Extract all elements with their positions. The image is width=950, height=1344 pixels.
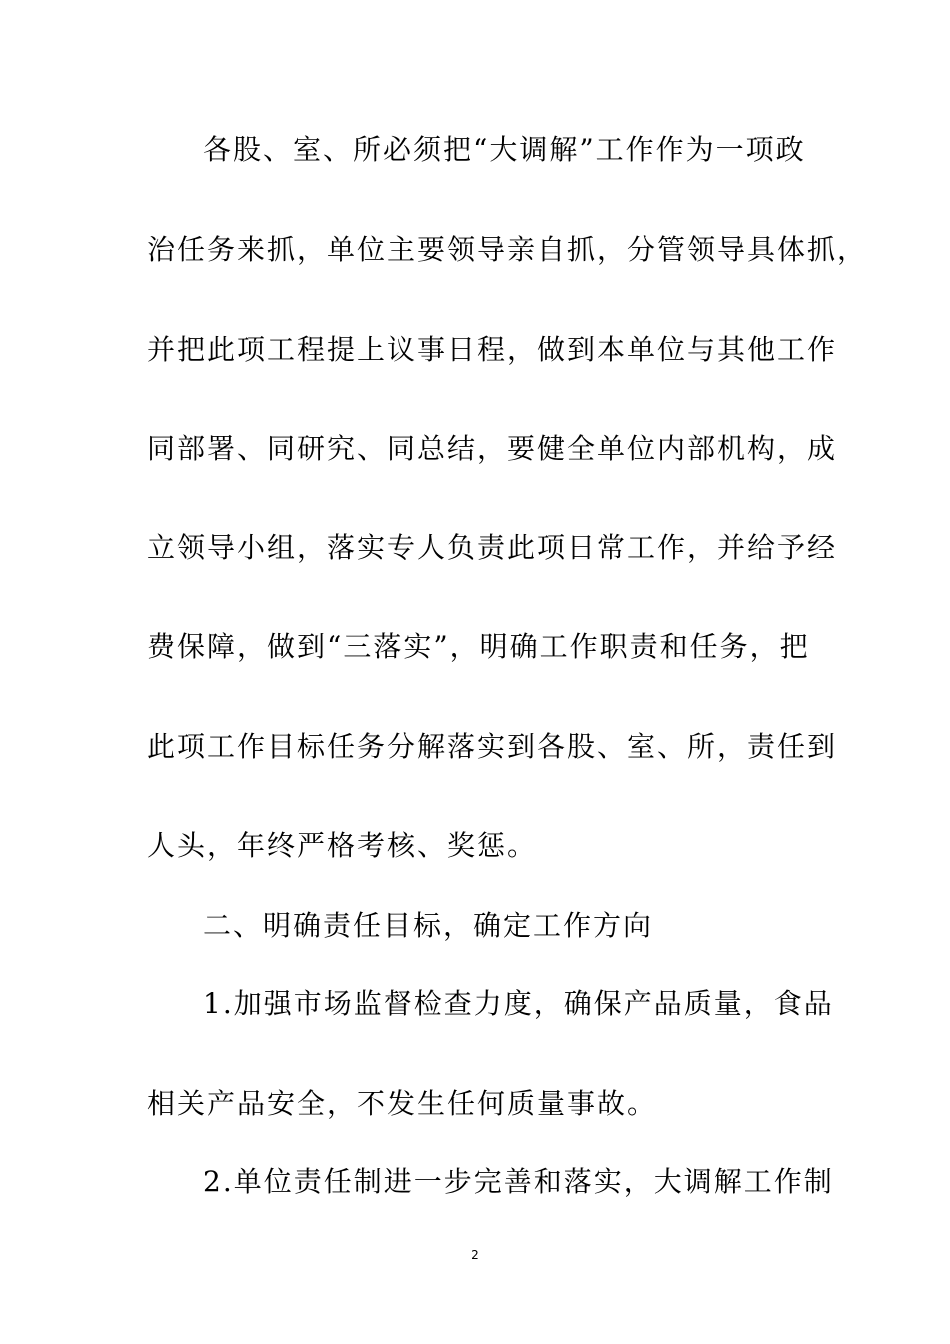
paragraph-line-2: 治任务来抓，单位主要领导亲自抓，分管领导具体抓， [147, 233, 868, 266]
list-item-1-line-1: 1.加强市场监督检查力度，确保产品质量，食品 [203, 987, 834, 1020]
section-heading: 二、明确责任目标，确定工作方向 [203, 909, 654, 942]
list-item-1-line-2: 相关产品安全，不发生任何质量事故。 [147, 1087, 658, 1120]
paragraph-line-3: 并把此项工程提上议事日程，做到本单位与其他工作 [147, 333, 838, 366]
paragraph-line-4: 同部署、同研究、同总结，要健全单位内部机构，成 [147, 432, 838, 465]
list-item-2-line-1: 2.单位责任制进一步完善和落实，大调解工作制 [203, 1165, 834, 1198]
paragraph-line-7: 此项工作目标任务分解落实到各股、室、所，责任到 [147, 730, 838, 763]
paragraph-line-5: 立领导小组，落实专人负责此项日常工作，并给予经 [147, 531, 838, 564]
paragraph-line-1: 各股、室、所必须把“大调解”工作作为一项政 [203, 133, 806, 166]
page-number: 2 [471, 1248, 479, 1262]
paragraph-line-6: 费保障，做到“三落实”，明确工作职责和任务，把 [147, 630, 810, 663]
paragraph-line-8: 人头，年终严格考核、奖惩。 [147, 829, 538, 862]
